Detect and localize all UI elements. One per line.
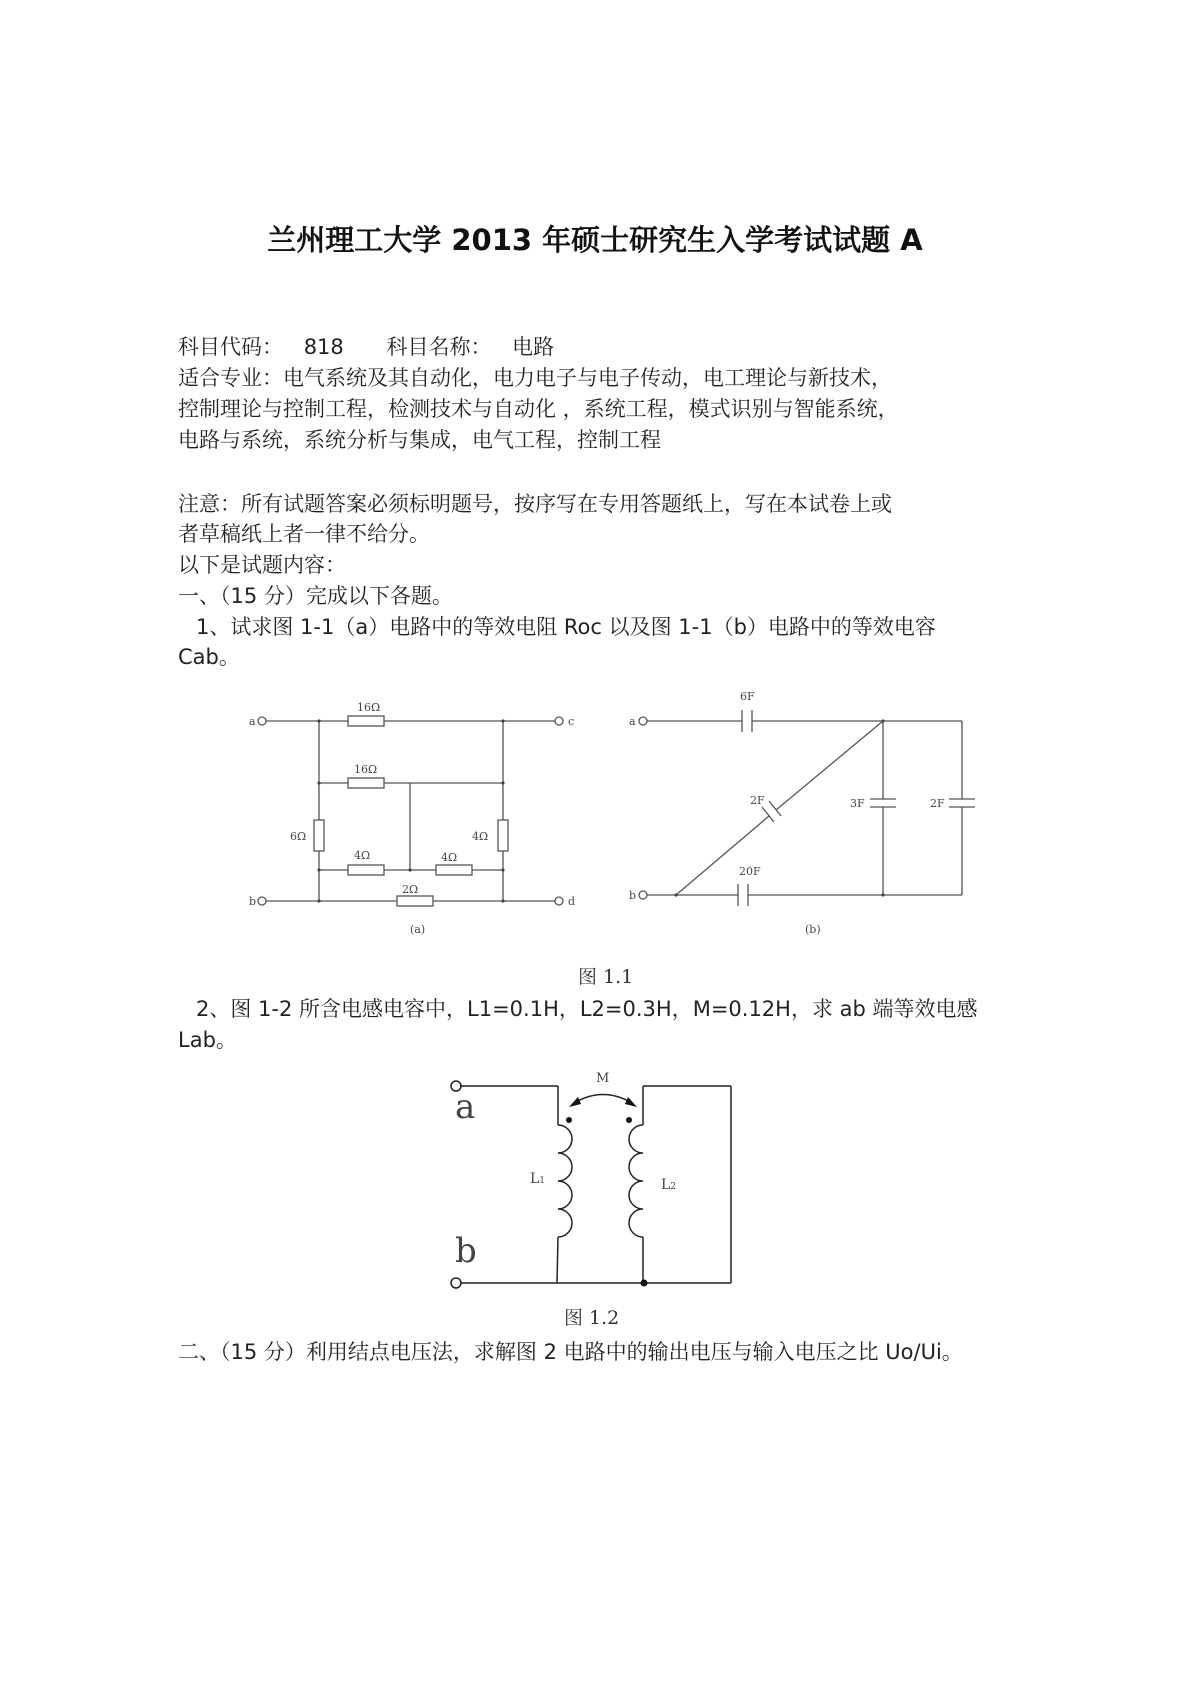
q2-line-1: 2、图 1-2 所含电感电容中，L1=0.1H，L2=0.3H，M=0.12H，求 ab 端等效电感 [196, 997, 978, 1021]
majors-line-3: 电路与系统，系统分析与集成，电气工程，控制工程 [178, 428, 661, 452]
terminal-a [258, 717, 266, 725]
label-a-large: a [455, 1087, 476, 1127]
resistor-4-center [436, 865, 472, 875]
terminal-c [555, 717, 563, 725]
subject-code-label: 科目代码： [178, 335, 283, 359]
arrowhead-right-icon [625, 1097, 637, 1107]
figure-1-1a [258, 716, 563, 906]
label-4-left: 4Ω [354, 849, 371, 862]
label-2F-diag: 2F [750, 794, 765, 807]
inductor-l1-coil [558, 1125, 572, 1237]
label-20F: 20F [739, 865, 761, 878]
label-L2: L2 [661, 1177, 677, 1193]
figure-1-1a-nodes [317, 719, 504, 902]
resistor-4-left [348, 865, 384, 875]
figure-1-1b [639, 710, 975, 906]
dot-l1 [566, 1117, 572, 1123]
label-b-large: b [455, 1231, 477, 1271]
label-a: a [249, 715, 256, 728]
label-4-right: 4Ω [472, 830, 489, 843]
majors-line-2: 控制理论与控制工程，检测技术与自动化 ，系统工程，模式识别与智能系统， [178, 397, 899, 421]
label-6: 6Ω [290, 830, 307, 843]
label-4-center: 4Ω [441, 851, 458, 864]
label-b: b [249, 895, 257, 908]
label-3F: 3F [850, 797, 865, 810]
resistor-6 [314, 820, 324, 851]
resistor-4-right [498, 820, 508, 851]
label-d: d [568, 895, 576, 908]
sublabel-a: (a) [410, 923, 426, 936]
label-6F: 6F [740, 690, 755, 703]
sublabel-b: (b) [805, 923, 821, 936]
label-a-b: a [629, 715, 636, 728]
label-2F-right: 2F [930, 797, 945, 810]
subject-code: 818 [303, 335, 344, 359]
label-c: c [568, 715, 575, 728]
figure-1-2-marks [566, 1097, 648, 1287]
terminal-a-b [639, 717, 647, 725]
dot-l2 [626, 1117, 632, 1123]
terminal-b-b [639, 891, 647, 899]
intro-text: 以下是试题内容： [178, 553, 346, 577]
notice-line-1: 注意：所有试题答案必须标明题号，按序写在专用答题纸上，写在本试卷上或 [178, 492, 892, 516]
inductor-l2-coil [629, 1125, 643, 1237]
figure-1-1-caption: 图 1.1 [578, 966, 634, 988]
majors-line-1: 适合专业：电气系统及其自动化，电力电子与电子传动，电工理论与新技术， [178, 366, 892, 390]
label-b-b: b [629, 889, 637, 902]
q1-line-1: 1、试求图 1-1（a）电路中的等效电阻 Roc 以及图 1-1（b）电路中的等效电容 [196, 615, 936, 639]
figure-1-2-caption: 图 1.2 [564, 1307, 620, 1329]
arrowhead-left-icon [569, 1097, 581, 1107]
terminal-b-circle [451, 1278, 461, 1288]
q2-line-2: Lab。 [178, 1028, 237, 1052]
resistor-16-top [348, 716, 384, 726]
terminal-b [258, 897, 266, 905]
figure-1-1b-labels [629, 690, 945, 936]
label-16-top: 16Ω [357, 701, 381, 714]
resistor-16-mid [348, 778, 384, 788]
subject-name-label: 科目名称： [386, 335, 492, 359]
label-M: M [596, 1071, 610, 1086]
terminal-d [555, 897, 563, 905]
label-L1: L1 [530, 1171, 546, 1187]
label-2: 2Ω [402, 883, 419, 896]
notice-line-2: 者草稿纸上者一律不给分。 [178, 522, 430, 546]
section1-heading: 一、（15 分）完成以下各题。 [178, 584, 453, 608]
mutual-arc [574, 1095, 632, 1104]
q1-line-2: Cab。 [178, 645, 240, 669]
figure-1-2 [451, 1081, 731, 1288]
label-16-mid: 16Ω [354, 763, 378, 776]
resistor-2 [397, 896, 433, 906]
exam-title: 兰州理工大学 2013 年硕士研究生入学考试试题 A [267, 223, 923, 257]
section2-heading: 二、（15 分）利用结点电压法，求解图 2 电路中的输出电压与输入电压之比 Uo/Ui。 [178, 1340, 963, 1364]
junction-dot [641, 1280, 648, 1287]
subject-name: 电路 [512, 335, 555, 359]
